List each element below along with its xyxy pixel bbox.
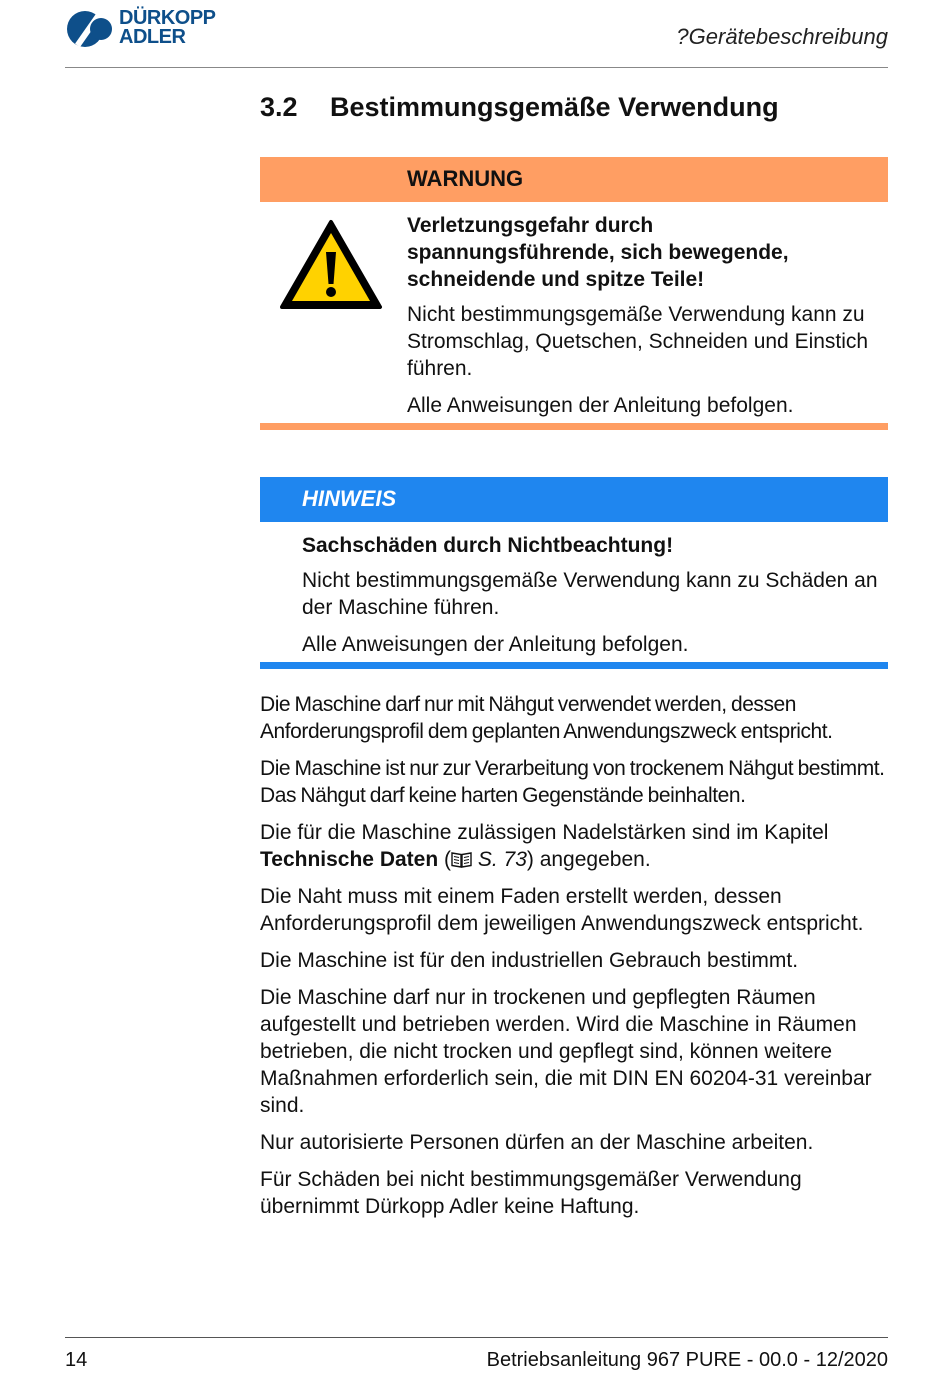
- warning-heading: Verletzungsgefahr durch spannungsführende, sich bewegende, schneidende und spitze Teile!: [407, 214, 789, 291]
- section-number: 3.2: [260, 92, 298, 122]
- logo-mark-icon: [65, 9, 115, 49]
- warning-text: Nicht bestimmungsgemäße Verwendung kann zu Stromschlag, Quetschen, Schneiden und Einstich führen.: [407, 303, 869, 380]
- chapter-link[interactable]: Technische Daten: [260, 848, 439, 871]
- notice-heading: Sachschäden durch Nichtbeachtung!: [302, 534, 674, 557]
- company-logo: [65, 9, 235, 51]
- body-text: [260, 691, 890, 1230]
- paragraph: Die Maschine darf nur in trockenen und gepflegten Räumen aufgestellt und betrieben werden. Wird die Maschine in Räumen betrieben, die nicht trocken und gepflegt sind, können weitere Maßnahmen erforderlich sein, die mit DIN EN 60204-31 vereinbar sind.: [260, 986, 872, 1117]
- notice-label: HINWEIS: [302, 486, 397, 511]
- page-number: 14: [65, 1349, 88, 1371]
- paragraph: Die Maschine ist für den industriellen Gebrauch bestimmt.: [260, 949, 799, 972]
- notice-footer-bar: [260, 662, 888, 669]
- warning-instruction: Alle Anweisungen der Anleitung befolgen.: [407, 394, 794, 417]
- paragraph: Für Schäden bei nicht bestimmungsgemäßer Verwendung übernimmt Dürkopp Adler keine Haftung.: [260, 1168, 802, 1218]
- paragraph: Die Maschine darf nur mit Nähgut verwendet werden, dessen Anforderungsprofil dem geplanten Anwendungszweck entspricht.: [260, 693, 833, 743]
- section-heading: [260, 92, 779, 123]
- notice-text: Nicht bestimmungsgemäße Verwendung kann zu Schäden an der Maschine führen.: [302, 569, 878, 619]
- book-icon: [451, 851, 472, 868]
- warning-header: [260, 157, 888, 202]
- section-title-text: Bestimmungsgemäße Verwendung: [330, 92, 779, 122]
- paragraph: Die für die Maschine zulässigen Nadelstärken sind im Kapitel Technische Daten ( S. 73) angegeben.: [260, 821, 829, 871]
- notice-header: [260, 477, 888, 522]
- warning-label: WARNUNG: [407, 166, 524, 191]
- warning-content: [407, 212, 889, 429]
- page-reference[interactable]: S. 73: [472, 848, 527, 871]
- paragraph: Nur autorisierte Personen dürfen an der Maschine arbeiten.: [260, 1131, 814, 1154]
- notice-content: [302, 532, 888, 668]
- warning-triangle-icon: [278, 218, 384, 312]
- notice-instruction: Alle Anweisungen der Anleitung befolgen.: [302, 633, 689, 656]
- paragraph: Die Naht muss mit einem Faden erstellt werden, dessen Anforderungsprofil dem jeweiligen Anwendungszweck entspricht.: [260, 885, 864, 935]
- warning-footer-bar: [260, 423, 888, 430]
- chapter-title: ?Gerätebeschreibung: [676, 24, 888, 49]
- document-id: Betriebsanleitung 967 PURE - 00.0 - 12/2020: [486, 1349, 888, 1371]
- logo-text: DÜRKOPP ADLER: [119, 7, 216, 48]
- footer-divider: [65, 1337, 888, 1338]
- paragraph: Die Maschine ist nur zur Verarbeitung von trockenem Nähgut bestimmt. Das Nähgut darf keine harten Gegenstände beinhalten.: [260, 757, 885, 807]
- header-divider: [65, 67, 888, 68]
